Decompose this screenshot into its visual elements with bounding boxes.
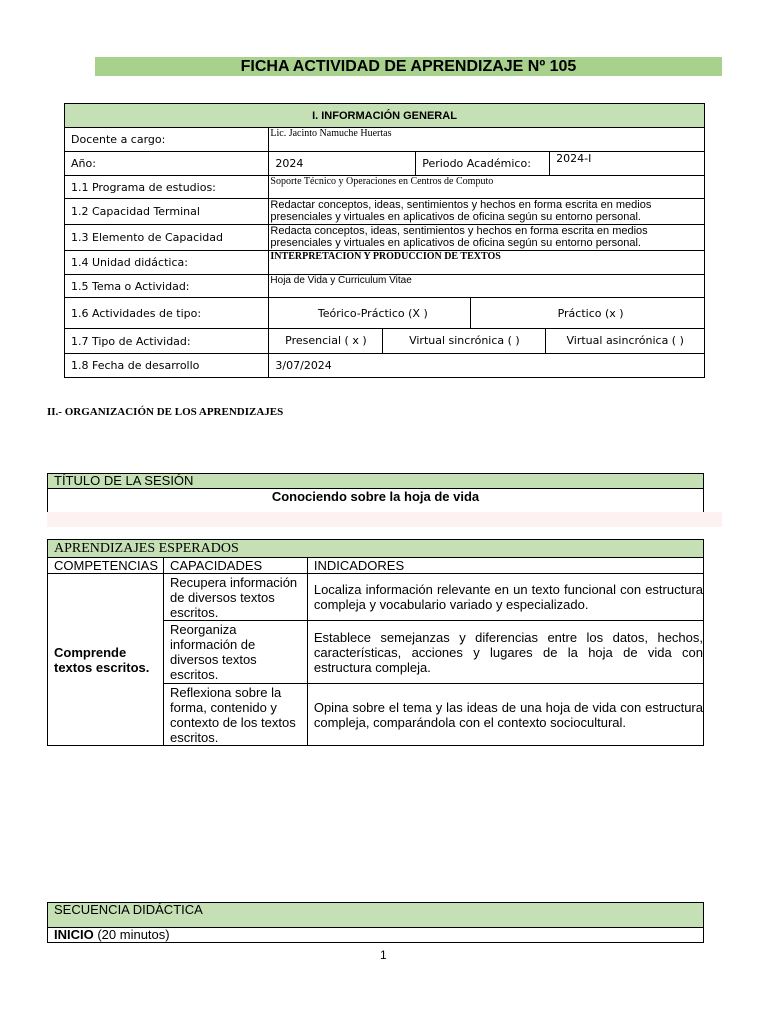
indicador-cell: Localiza información relevante en un texto funcional con estructura compleja y vocabulario variado y especializado. xyxy=(307,574,703,621)
presencial-option: Presencial ( x ) xyxy=(269,329,383,353)
virtual-sincronica-option: Virtual sincrónica ( ) xyxy=(383,329,546,353)
programa-label: 1.1 Programa de estudios: xyxy=(65,176,269,199)
tema-label: 1.5 Tema o Actividad: xyxy=(65,275,269,298)
elemento-capacidad-value: Redacta conceptos, ideas, sentimientos y hechos en forma escrita en medios presenciales y virtuales en aplicativos de oficina según su entorno personal. xyxy=(269,225,705,251)
docente-label: Docente a cargo: xyxy=(65,128,269,152)
anio-label: Año: xyxy=(65,152,269,176)
virtual-asincronica-option: Virtual asincrónica ( ) xyxy=(566,334,684,347)
indicador-cell: Establece semejanzas y diferencias entre los datos, hechos, características, acciones y lugares de la hoja de vida con estructura compleja. xyxy=(307,621,703,684)
tipo-actividad-label: 1.7 Tipo de Actividad: xyxy=(65,329,269,354)
inicio-time: (20 minutos) xyxy=(93,927,170,942)
actividades-label: 1.6 Actividades de tipo: xyxy=(65,298,269,329)
docente-value: Lic. Jacinto Namuche Huertas xyxy=(269,128,705,152)
capacidad-terminal-value: Redactar conceptos, ideas, sentimientos y hechos en forma escrita en medios presenciales y virtuales en aplicativos de oficina según su entorno personal. xyxy=(269,199,705,225)
page-number: 1 xyxy=(380,948,387,962)
capacidad-terminal-label: 1.2 Capacidad Terminal xyxy=(65,199,269,225)
col-competencias: COMPETENCIAS xyxy=(48,558,164,574)
col-indicadores: INDICADORES xyxy=(307,558,703,574)
tema-value: Hoja de Vida y Curriculum Vitae xyxy=(269,275,705,298)
aprendizajes-table xyxy=(47,539,704,746)
col-capacidades: CAPACIDADES xyxy=(163,558,307,574)
sesion-title: Conociendo sobre la hoja de vida xyxy=(48,489,704,513)
aprendizajes-header: APRENDIZAJES ESPERADOS xyxy=(48,540,704,558)
practico-value: Práctico (x ) xyxy=(471,298,705,329)
periodo-value: 2024-I xyxy=(550,152,705,176)
elemento-capacidad-label: 1.3 Elemento de Capacidad xyxy=(65,225,269,251)
programa-value: Soporte Técnico y Operaciones en Centros de Computo xyxy=(269,176,705,199)
capacidad-cell: Reflexiona sobre la forma, contenido y contexto de los textos escritos. xyxy=(163,684,307,746)
secuencia-table xyxy=(47,902,704,943)
unidad-value: INTERPRETACION Y PRODUCCION DE TEXTOS xyxy=(269,251,705,275)
capacidad-cell: Recupera información de diversos textos escritos. xyxy=(163,574,307,621)
decorative-strip xyxy=(47,512,722,527)
capacidad-cell: Reorganiza información de diversos textos escritos. xyxy=(163,621,307,684)
section-organizacion-title: II.- ORGANIZACIÓN DE LOS APRENDIZAJES xyxy=(47,406,284,418)
fecha-label: 1.8 Fecha de desarrollo xyxy=(65,354,269,378)
general-info-table xyxy=(64,103,705,378)
anio-value: 2024 xyxy=(269,152,416,176)
sesion-label: TÍTULO DE LA SESIÓN xyxy=(48,474,704,489)
general-info-header: I. INFORMACIÓN GENERAL xyxy=(65,104,705,128)
secuencia-header: SECUENCIA DIDÁCTICA xyxy=(48,903,704,928)
document-title: FICHA ACTIVIDAD DE APRENDIZAJE Nº 105 xyxy=(95,57,722,76)
inicio-row xyxy=(48,928,704,943)
teorico-practico-value: Teórico-Práctico (X ) xyxy=(269,298,471,329)
sesion-table xyxy=(47,473,704,513)
inicio-label: INICIO xyxy=(54,927,94,942)
fecha-value: 3/07/2024 xyxy=(269,354,705,378)
tipo-actividad-options xyxy=(269,329,705,354)
competencia-cell: Comprende textos escritos. xyxy=(48,574,164,746)
periodo-label: Periodo Académico: xyxy=(416,152,550,176)
indicador-cell: Opina sobre el tema y las ideas de una hoja de vida con estructura compleja, comparándola con el contexto sociocultural. xyxy=(307,684,703,746)
unidad-label: 1.4 Unidad didáctica: xyxy=(65,251,269,275)
